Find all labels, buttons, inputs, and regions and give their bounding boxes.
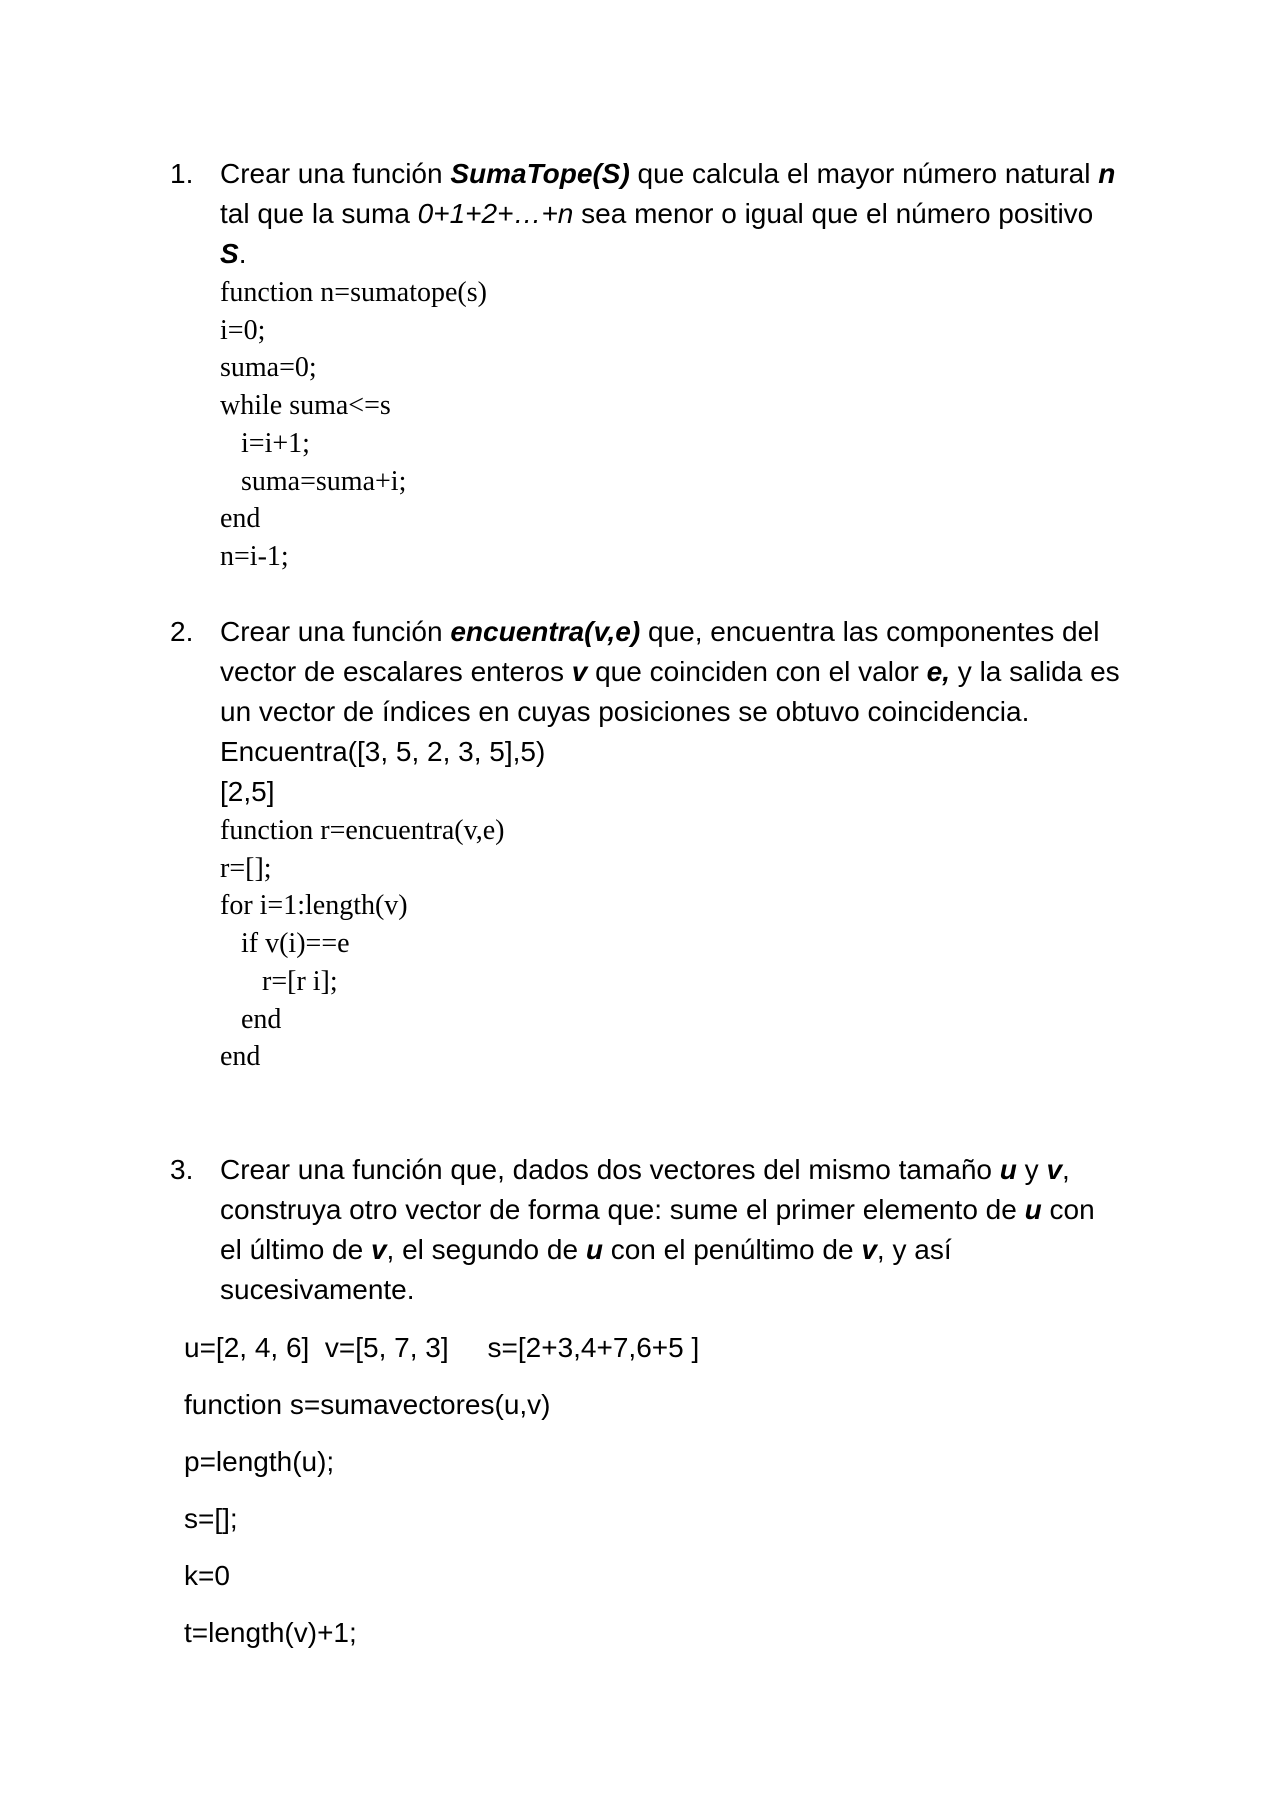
- code-line: function r=encuentra(v,e): [220, 815, 505, 846]
- code-line: k=0: [184, 1560, 230, 1591]
- code-line: for i=1:length(v): [220, 890, 408, 922]
- code-line: n=i-1;: [220, 540, 289, 572]
- code-line: end: [220, 1041, 261, 1073]
- code-line: suma=0;: [220, 352, 317, 384]
- function-name: SumaTope(S): [450, 158, 630, 189]
- exercise-1-number: 1.: [170, 158, 194, 189]
- code-line: r=[r i];: [220, 965, 338, 997]
- example-vectors: u=[2, 4, 6] v=[5, 7, 3] s=[2+3,4+7,6+5 ]: [184, 1332, 700, 1363]
- exercise-2-code: [220, 812, 1120, 1076]
- example-result: [2,5]: [220, 776, 275, 807]
- exercise-3: [170, 1150, 1120, 1310]
- code-line: s=[];: [184, 1503, 238, 1534]
- exercise-3-statement: Crear una función que, dados dos vectores del mismo tamaño u y v, construya otro vector de forma que: sume el primer elemento de u con el último de v, el segundo de u con el penúltimo de v, y así sucesivamente.: [220, 1154, 1095, 1305]
- code-line: r=[];: [220, 852, 272, 884]
- code-line: function s=sumavectores(u,v): [184, 1389, 551, 1420]
- code-line: end: [220, 1003, 282, 1035]
- exercise-2: [170, 612, 1120, 1076]
- code-line: p=length(u);: [184, 1446, 335, 1477]
- exercise-3-number: 3.: [170, 1154, 194, 1185]
- code-line: while suma<=s: [220, 390, 391, 422]
- exercise-1-statement: Crear una función SumaTope(S) que calcula el mayor número natural n tal que la suma 0+1+2+…+n sea menor o igual que el número positivo S.: [220, 158, 1116, 269]
- exercise-2-statement: Crear una función encuentra(v,e) que, encuentra las componentes del vector de escalares enteros v que coinciden con el valor e, y la salida es un vector de índices en cuyas posiciones se obtuvo coincidencia.: [220, 616, 1120, 727]
- code-line: function n=sumatope(s): [220, 277, 487, 308]
- solution-lines: [184, 1328, 1184, 1670]
- exercise-2-number: 2.: [170, 616, 194, 647]
- code-line: end: [220, 503, 261, 535]
- exercise-1: [170, 154, 1120, 576]
- code-line: if v(i)==e: [220, 928, 350, 960]
- code-line: i=0;: [220, 314, 266, 346]
- code-line: t=length(v)+1;: [184, 1617, 357, 1648]
- example-call: Encuentra([3, 5, 2, 3, 5],5): [220, 736, 546, 767]
- code-line: suma=suma+i;: [220, 465, 407, 497]
- exercise-1-code: [220, 274, 1120, 576]
- function-name: encuentra(v,e): [450, 616, 641, 647]
- code-line: i=i+1;: [220, 427, 310, 459]
